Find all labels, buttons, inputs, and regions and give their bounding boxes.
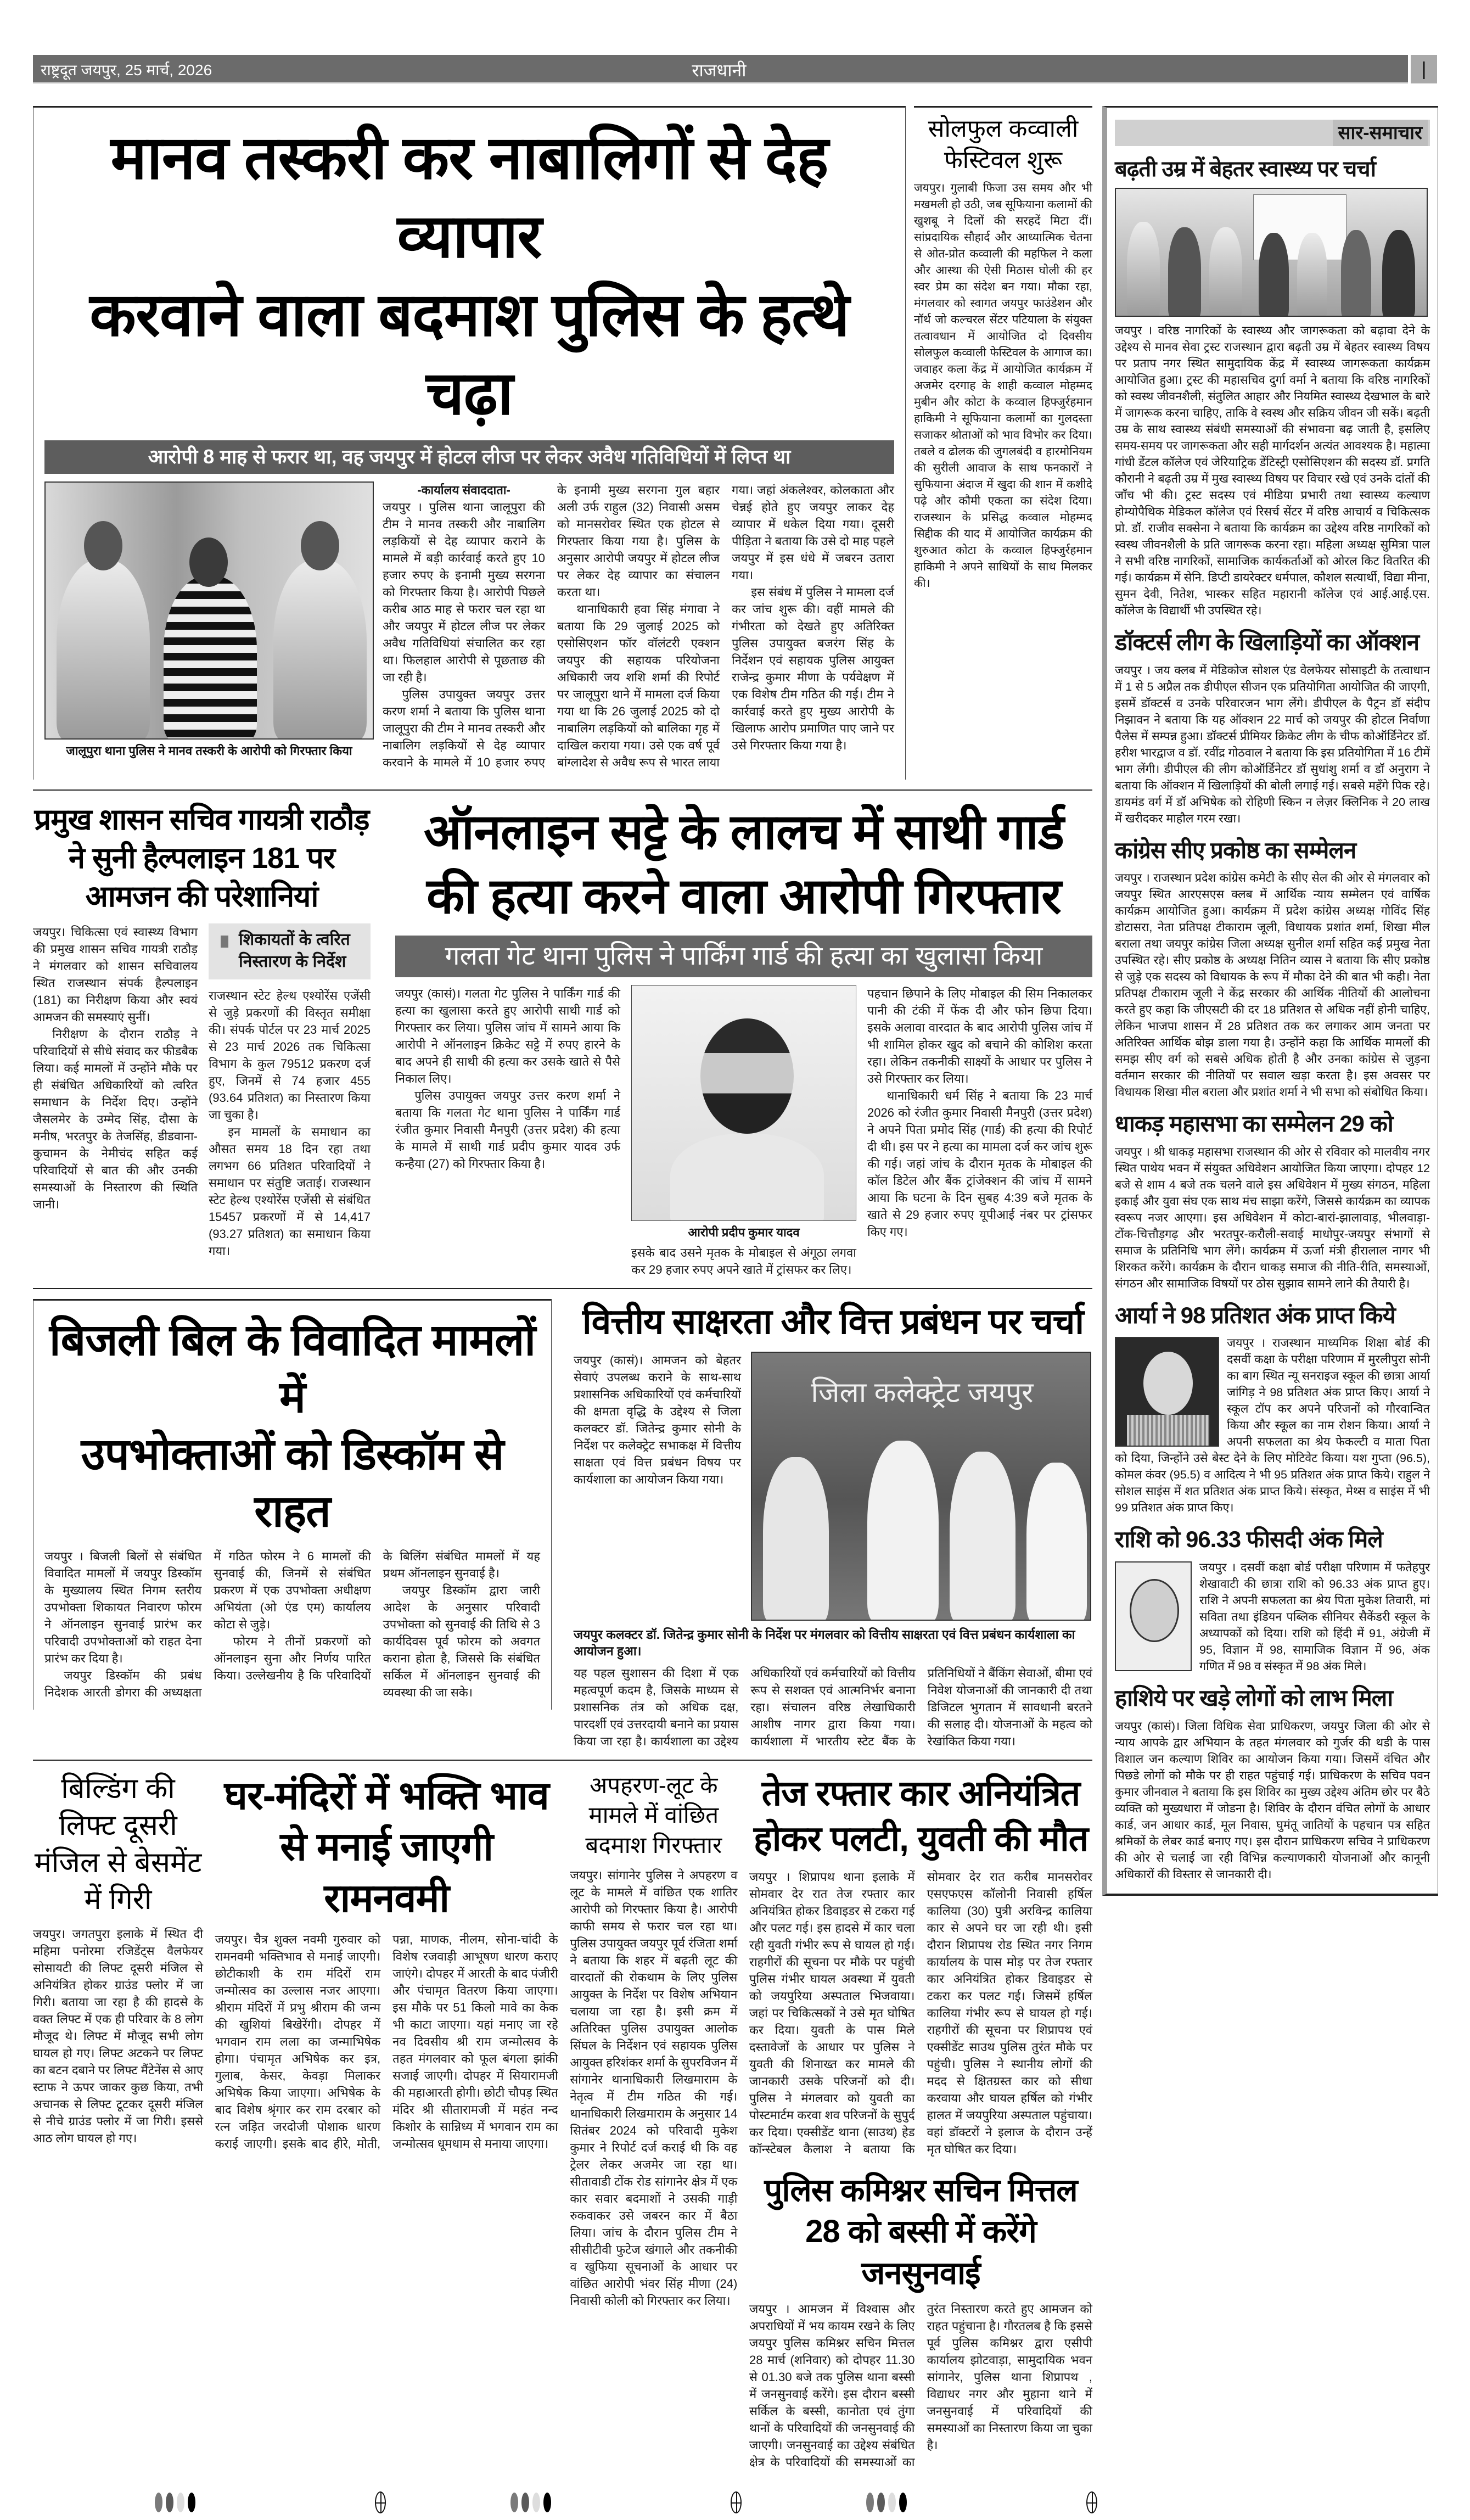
qawali-story bbox=[914, 106, 1092, 592]
paragraph: पुलिस उपायुक्त जयपुर उत्तर करण शर्मा ने बताया कि पुलिस थाना जालूपुरा की टीम ने मानव तस्करी और नाबालिग लड़कियों से देह व्यापार करवाने के मामले में 10 हजार रुपए के इनामी मुख्य सरगना गुल बहार अली उर्फ राहुल (32) निवासी असम को मानसरोवर स्थित एक होटल से गिरफ्तार किया गया है। पुलिस के अनुसार आरोपी जयपुर में होटल लीज पर लेकर देह व्यापार का संचालन करता था। bbox=[383, 483, 720, 769]
story-text: जयपुर । श्री धाकड़ महासभा राजस्थान की ओर से रविवार को मालवीय नगर स्थित पाथेय भवन में संयुक्त अधिवेशन आयोजित किया जाएगा। दोपहर 12 बजे से शाम 4 बजे तक चलने वाले इस अधिवेशन में मुख्य संगठन, महिला इकाई और युवा संघ एक साथ मंच साझा करेंगे, जिससे कार्यक्रम का व्यापक स्वरूप नजर आएगा। इस अधिवेशन में कोटा-बारां-झालावाड़, भीलवाड़ा-टोंक-चित्तौड़गढ़ और भरतपुर-करौली-सवाई माधोपुर-जयपुर संभागों से समाज के प्रतिनिधि भाग लेंगे। कार्यक्रम में ऊर्जा मंत्री हीरालाल नागर भी शिरकत करेंगे। कार्यक्रम के दौरान धाकड़ समाज की नीति-रीति, समस्याओं, संगठन और सामाजिक विषयों पर ठोस सुझाव सामने लाने की तैयारी है। bbox=[1115, 1145, 1430, 1290]
lift-body bbox=[33, 1925, 203, 2147]
color-dot-icon bbox=[888, 2493, 896, 2512]
color-dot-icon bbox=[510, 2493, 518, 2512]
gayatri-story bbox=[33, 800, 371, 1260]
kidnap-headline bbox=[570, 1771, 737, 1861]
headline-line: पुलिस कमिश्नर सचिन मित्तल bbox=[764, 2172, 1078, 2208]
section-divider bbox=[33, 789, 1092, 791]
student-photo-rashi bbox=[1115, 1561, 1192, 1671]
story-text: जयपुर । राजस्थान प्रदेश कांग्रेस कमेटी के सीए सेल की ओर से मंगलवार को जयपुर स्थित आरएसएस क्लब में आर्थिक न्याय सम्मेलन एवं वार्षिक कार्यक्रम आयोजित हुआ। कार्यक्रम में प्रदेश कांग्रेस अध्यक्ष गोविंद सिंह डोटासरा, नेता प्रतिपक्ष टीकाराम जूली, विधायक प्रशांत शर्मा, शिखा मील बराला तथा जयपुर कांग्रेस जिला अध्यक्ष सुनील शर्मा सहित कई प्रमुख नेता उपस्थित रहे। सीए प्रकोष्ठ के अध्यक्ष नितिन व्यास ने बताया कि सीए प्रकोष्ठ से जुड़े एक सदस्य को विधायक के रूप में मौका देने की बात भी कही। नेता प्रतिपक्ष टीकाराम जूली ने केंद्र सरकार की आर्थिक नीतियों की आलोचना करते हुए कहा कि जीएसटी की दर 18 प्रतिशत से अधिक नहीं होनी चाहिए, लेकिन भाजपा शासन में 28 प्रतिशत तक कर लगाकर आम जनता पर अतिरिक्त आर्थिक बोझ डाला गया है। उन्होंने कहा कि आर्थिक मामलों की समझ सीए वर्ग को सबसे अधिक होती है और उनका कांग्रेस से जुड़ना वर्तमान सरकार की नीतियों पर सवाल खड़ा करता है। इस अवसर पर विधायक शिखा मील बराला और प्रशांत शर्मा ने भी सभा को संबोधित किया। bbox=[1115, 871, 1430, 1099]
photo-backdrop-sign: जिला कलेक्ट्रेट जयपुर bbox=[811, 1376, 1034, 1409]
story-headline: डॉक्टर्स लीग के खिलाड़ियों का ऑक्शन bbox=[1115, 629, 1419, 655]
paragraph: जयपुर (कासं)। आमजन को बेहतर सेवाएं उपलब्ध कराने के साथ-साथ प्रशासनिक अधिकारियों एवं कर्मचारियों की क्षमता वृद्धि के उद्देश्य से जिला कलक्टर डॉ. जितेन्द्र कुमार सोनी के निर्देश पर कलेक्ट्रेट सभाकक्ष में वित्तीय साक्षता एवं वित्त प्रबंधन विषय पर कार्यशाला का आयोजन किया गया। bbox=[574, 1353, 741, 1486]
rashi-story-block bbox=[1115, 1559, 1430, 1675]
page-marker: | bbox=[1411, 55, 1437, 83]
story-text: जयपुर । राजस्थान माध्यमिक शिक्षा बोर्ड की दसवीं कक्षा के परीक्षा परिणाम में मुरलीपुरा सोनी का बाग स्थित न्यू सनराइज स्कूल की छात्रा आर्या जांगिड़ ने 98 प्रतिशत अंक प्राप्त किए। आर्या ने स्कूल टॉप कर अपने परिजनों को गौरवान्वित किया और स्कूल का नाम रोशन किया। आर्या ने अपनी सफलता का श्रेय फेकल्टी व माता पिता को दिया, जिन्होंने उसे बेस्ट देने के लिए मोटिवेट किया। यश गुप्ता (96.5), कोमल कंवर (95.5) व आदित्य ने भी 95 प्रतिशत अंक प्राप्त किये। राहुल ने सोशल साइंस में शत प्रतिशत अंक प्राप्त किये। संस्कृत, मेथ्स व साइंस में भी 99 प्रतिशत अंक प्राप्त किए। bbox=[1115, 1336, 1430, 1515]
crosshair-icon bbox=[375, 2491, 386, 2513]
paragraph: जयपुर डिस्कॉम द्वारा जारी आदेश के अनुसार परिवादी उपभोक्ता को सुनवाई की तिथि से 3 कार्यदिवस पूर्व फोरम को अवगत कराना होता है, जिससे कि संबंधित सर्किल में ऑनलाइन सुनवाई की व्यवस्था की जा सके। bbox=[383, 1583, 540, 1700]
headline-line: घर-मंदिरों में भक्ति भाव bbox=[224, 1773, 549, 1818]
main-headline bbox=[44, 119, 894, 433]
story-text: जयपुर । दसवीं कक्षा बोर्ड परीक्षा परिणाम में फतेहपुर शेखावाटी की छात्रा राशि को 96.33 अंक प्राप्त हुए। राशि ने अपनी सफलता का श्रेय पिता मुकेश तिवारी, मां सविता तथा इंडियन पब्लिक सीनियर सैकेंडरी स्कूल के अध्यापकों को दिया। राशि को हिंदी में 91, अंग्रेजी में 95, विज्ञान में 98, सामाजिक विज्ञान में 96, अंक गणित में 98 व संस्कृत में 98 अंक मिले। bbox=[1199, 1560, 1430, 1673]
online-columns bbox=[395, 985, 1092, 1278]
story-headline: राशि को 96.33 फीसदी अंक मिले bbox=[1115, 1526, 1383, 1553]
headline-line: अपहरण-लूट के bbox=[590, 1772, 718, 1798]
byline: -कार्यालय संवाददाता- bbox=[417, 483, 510, 497]
color-dot-icon bbox=[866, 2493, 874, 2512]
third-row bbox=[33, 1299, 1092, 1749]
page-content bbox=[33, 106, 1438, 2520]
accused-photo-caption: आरोपी प्रदीप कुमार यादव bbox=[688, 1225, 800, 1240]
print-registration-marks bbox=[33, 2487, 1092, 2520]
kidnap-body bbox=[570, 1867, 737, 2309]
lift-story bbox=[33, 1771, 203, 2147]
gayatri-col2 bbox=[209, 987, 371, 1259]
news-brief-sidebar bbox=[1102, 106, 1438, 1896]
headline-line: से मनाई जाएगी रामनवमी bbox=[280, 1825, 493, 1920]
color-dot-icon bbox=[877, 2493, 885, 2512]
section-divider bbox=[33, 1760, 1092, 1761]
headline-line: बिजली बिल के विवादित मामलों में bbox=[49, 1315, 536, 1422]
student-photo-arya bbox=[1115, 1337, 1219, 1447]
headline-line: होकर पलटी, युवती की मौत bbox=[753, 1818, 1089, 1858]
headline-line: मानव तस्करी कर नाबालिगों से देह व्यापार bbox=[110, 124, 828, 270]
headline-line: मामले में वांछित bbox=[588, 1802, 719, 1828]
headline-line: सोलफुल कव्वाली bbox=[928, 115, 1079, 142]
lift-headline: बिल्डिंग की लिफ्ट दूसरी मंजिल से बेसमेंट में गिरी bbox=[34, 1772, 202, 1916]
paragraph: राजस्थान स्टेट हेल्थ एश्योरेंस एजेंसी से जुड़े प्रकरणों की विस्तृत समीक्षा की। संपर्क पोर्टल पर 23 मार्च 2025 से 23 मार्च 2026 तक चिकित्सा विभाग के कुल 79512 प्रकरण दर्ज हुए, जिनमें से 74 हजार 455 (93.64 प्रतिशत) का निस्तारण किया जा चुका है। bbox=[209, 989, 371, 1122]
main-photo-block bbox=[44, 481, 374, 759]
story-text: जयपुर । वरिष्ठ नागरिकों के स्वास्थ्य और जागरूकता को बढ़ावा देने के उद्देश्य से मानव सेवा ट्रस्ट राजस्थान द्वारा बढ़ती उम्र में बेहतर स्वास्थ्य विषय पर प्रताप नगर स्थित सामुदायिक केंद्र में स्वास्थ्य जागरूकता कार्यक्रम आयोजित हुआ। ट्रस्ट की महासचिव दुर्गा वर्मा ने बताया कि वरिष्ठ नागरिकों को स्वस्थ जीवनशैली, संतुलित आहार और नियमित स्वास्थ्य देखभाल के बारे में जागरूक करना चाहिए, ताकि वे स्वस्थ और सक्रिय जीवन जी सकें। बढ़ती उम्र के साथ स्वास्थ्य संबंधी समस्याओं की संभावना बढ़ जाती है, इसलिए समय-समय पर जागरूकता और सही मार्गदर्शन अत्यंत आवश्यक है। महात्मा गांधी डेंटल कॉलेज एवं जेरियाट्रिक डेंटिस्ट्री एसोसिएशन की सदस्य डॉ. प्रगति कौरानी ने बढ़ती उम्र में मुख स्वास्थ्य विषय पर विचार रखे एवं उनके दांतों की जाँच भी की। ट्रस्ट सदस्य एवं मीडिया प्रभारी तथा स्वास्थ्य कल्याण होम्योपैथिक मेडिकल कॉलेज एवं रिसर्च सेंटर में वरिष्ठ आचार्य व चिकित्सक प्रो. डॉ. राजीव सक्सेना ने बताया कि कार्यक्रम का उद्देश्य वरिष्ठ नागरिकों को स्वस्थ जीवनशैली के प्रति जागरूक करना रहा। महिला अध्यक्ष सुमित्रा पाल ने सभी वरिष्ठ नागरिकों, सामाजिक कार्यकर्ताओं को ओरल किट वितरित की गई। कार्यक्रम में सेनि. डिप्टी डायरेक्टर धर्मपाल, कौशल सत्यार्थी, विद्या मीना, सुमन देवी, नितेश, भास्कर सहित महारानी कॉलेज एवं आई.आई.एस. कॉलेज के विद्यार्थी भी उपस्थित रहे। bbox=[1115, 324, 1430, 617]
bullet-square-icon bbox=[221, 936, 228, 948]
main-story-photo bbox=[44, 481, 374, 740]
ramnavami-story bbox=[215, 1771, 558, 2153]
crosshair-icon bbox=[1086, 2491, 1097, 2513]
car-accident-body bbox=[749, 1868, 1092, 2158]
story-text: जयपुर । जय क्लब में मेडिकोज सोशल एंड वेलफेयर सोसाइटी के तत्वाधान में 1 से 5 अप्रैल तक डीपीएल सीजन एक प्रतियोगिता आयोजित की जाएगी, इसमें डॉक्टर्स व उनके परिवारजन भाग लेंगे। डीपीएल के पैट्रन डॉ संदीप निझावन ने बताया कि यह ऑक्शन 22 मार्च को जयपुर की होटल निर्वाणा पैलेस में सम्पन्न हुआ। डॉक्टर्स प्रीमियर क्रिकेट लीग के चीफ कोऑर्डिनेटर डॉ. हरीश भारद्वाज व डॉ. रवींद्र गोठवाल ने बताया कि इस प्रतियोगिता में 16 टीमें भाग लेंगी। डीपीएल की लीग कोऑर्डिनेटर डॉ सुधांशु शर्मा व डॉ अनुराग ने बताया कि ऑक्शन में खिलाड़ियों की बोली लगाई गई। सबसे महँगे पिक रहे। डायमंड वर्ग में डॉ अभिषेक को रोहिणी स्किन न लेज़र क्लिनिक ने 20 लाख में खरीदकर माहौल गरम रखा। bbox=[1115, 663, 1430, 825]
gayatri-col1 bbox=[33, 923, 198, 1213]
ramnavami-headline bbox=[215, 1771, 558, 1925]
online-deck: गलता गेट थाना पुलिस ने पार्किंग गार्ड की हत्या का खुलासा किया bbox=[395, 936, 1092, 978]
crosshair-icon bbox=[731, 2491, 742, 2513]
headline-line: उपभोक्ताओं को डिस्कॉम से राहत bbox=[81, 1430, 504, 1536]
ramnavami-body bbox=[215, 1931, 558, 2152]
story-text: जयपुर (कासं)। जिला विधिक सेवा प्राधिकरण, जयपुर जिला की ओर से न्याय आपके द्वार अभियान के तहत मंगलवार को गुर्जर की थडी के पास विशाल जन कल्याण शिविर का आयोजन किया गया। जिसमें वंचित और पिछडे लोगों को मौके पर ही राहत पहुंचाई गई। प्राधिकरण के सचिव पवन कुमार जीनवाल ने बताया कि इस शिविर का मुख्य उद्देश्य अंतिम छोर पर बैठे व्यक्ति को मुख्यधारा में जोडना है। शिविर के दौरान वंचित लोगों के आधार कार्ड, जन आधार कार्ड, मूल निवास, घुमंतू जातियों के पहचान पत्र सहित श्रमिकों के लेबर कार्ड बनाए गए। इस दौरान प्राधिकरण सचिव ने प्राधिकरण की ओर से चलाई जा रही विभिन्न कल्याणकारी योजनाओं और कानूनी अधिकारों की विस्तार से जानकारी दी। bbox=[1115, 1719, 1430, 1881]
police-commissioner-headline bbox=[749, 2170, 1092, 2294]
color-dot-icon bbox=[155, 2493, 162, 2512]
online-col1 bbox=[395, 985, 620, 1172]
color-dot-icon bbox=[899, 2493, 907, 2512]
arya-story-block bbox=[1115, 1335, 1430, 1516]
main-story-content bbox=[44, 481, 894, 771]
story-headline: बढ़ती उम्र में बेहतर स्वास्थ्य पर चर्चा bbox=[1115, 157, 1376, 181]
finance-workshop-photo bbox=[751, 1352, 1091, 1621]
online-betting-headline bbox=[395, 800, 1092, 929]
paragraph: यह पहल सुशासन की दिशा में एक महत्वपूर्ण कदम है, जिसके माध्यम से प्रशासनिक तंत्र को अधिक दक्ष, पारदर्शी एवं उत्तरदायी बनाने का प्रयास किया जा रहा है। कार्यशाला का उद्देश्य अधिकारियों एवं कर्मचारियों को वित्तीय रूप से सशक्त एवं आत्मनिर्भर बनाना रहा। संचालन वरिष्ठ लेखाधिकारी आशीष नागर द्वारा किया गया। कार्यशाला में भारतीय स्टेट बैंक के प्रतिनिधियों ने बैंकिंग सेवाओं, बीमा एवं निवेश योजनाओं की जानकारी दी तथा डिजिटल भुगतान में सावधानी बरतने की सलाह दी। योजनाओं के महत्व को रेखांकित किया गया। bbox=[574, 1666, 1092, 1748]
paragraph: जयपुर । आमजन में विश्वास और अपराधियों में भय कायम रखने के लिए जयपुर पुलिस कमिश्नर सचिन मित्तल 28 मार्च (शनिवार) को दोपहर 11.30 से 01.30 बजे तक पुलिस थाना बस्सी में जनसुनवाई करेंगे। इस दौरान बस्सी सर्किल के बस्सी, कानोता एवं तुंगा थानों के परिवादियों की जनसुनवाई की जाएगी। जनसुनवाई का उद्देश्य संबंधित क्षेत्र के परिवादियों की समस्याओं का तुरंत निस्तारण करते हुए आमजन को राहत पहुंचाना है। गौरतलब है कि इससे पूर्व पुलिस कमिश्नर द्वारा एसीपी कार्यालय झोटवाड़ा, सामुदायिक भवन सांगानेर, पुलिस थाना शिप्रापथ , विद्याधर नगर और मुहाना थाने में जनसुनवाई में परिवादियों की समस्याओं का निस्तारण किया जा चुका है। bbox=[749, 2302, 1092, 2469]
paragraph: पुलिस उपायुक्त जयपुर उत्तर करण शर्मा ने बताया कि गलता गेट थाना पुलिस ने पार्किंग गार्ड रंजीत कुमार निवासी मैनपुरी (उत्तर प्रदेश) की हत्या के मामले में साथी गार्ड प्रदीप कुमार यादव उर्फ कन्हैया (27) को गिरफ्तार किया है। bbox=[395, 1089, 620, 1171]
headline-line: फेस्टिवल शुरू bbox=[944, 147, 1063, 174]
top-row bbox=[33, 106, 1092, 780]
left-area bbox=[33, 106, 1092, 2520]
sidebar-label: सार-समाचार bbox=[1333, 120, 1428, 146]
paragraph: जयपुर । शिप्रापथ थाना इलाके में सोमवार देर रात तेज रफ्तार कार अनियंत्रित होकर डिवाइडर से टकरा गई और पलट गई। इस हादसे में कार चला रही युवती गंभीर रूप से घायल हो गई। राहगीरों की सूचना पर मौके पर पहुंची पुलिस गंभीर घायल अवस्था में युवती को जयपुरिया अस्पताल भिजवाया। जहां पर चिकित्सकों ने उसे मृत घोषित कर दिया। युवती के पास मिले दस्तावेजों के आधार पर पुलिस ने युवती की शिनाख्त कर मामले की जानकारी उसके परिजनों को दी। पुलिस ने मंगलवार को युवती का पोस्टमार्टम करवा शव परिजनों के सुपुर्द कर दिया। एक्सीडेंट थाना (साउथ) हेड कॉन्स्टेबल कैलाश ने बताया कि सोमवार देर रात करीब मानसरोवर एसएफएस कॉलोनी निवासी हर्षिल कालिया (30) पुत्री अरविन्द्र कालिया कार से अपने घर जा रही थी। इसी दौरान शिप्रापथ रोड स्थित नगर निगम कार्यालय के पास मोड़ पर तेज रफ्तार कार अनियंत्रित होकर डिवाइडर से टकरा कर पलट गई। जिसमें हर्षिल कालिया गंभीर रूप से घायल हो गई। राहगीरों की सूचना पर शिप्रापथ एवं एक्सीडेंट साउथ पुलिस तुरंत मौके पर पहुंची। पुलिस ने स्थानीय लोगों की मदद से क्षितग्रस्त कार को सीधा करवाया और घायल हर्षिल को गंभीर हालत में जयपुरिया अस्पताल पहुंचाया। वहां डॉक्टरों ने इलाज के दौरान उन्हें मृत घोषित कर दिया। bbox=[749, 1869, 1092, 2156]
bottom-row bbox=[33, 1771, 1092, 2471]
story-headline: कांग्रेस सीए प्रकोष्ठ का सम्मेलन bbox=[1115, 837, 1356, 863]
gayatri-columns bbox=[33, 923, 371, 1259]
gayatri-col2-block bbox=[209, 923, 371, 1259]
accused-photo bbox=[631, 985, 856, 1221]
finance-col1 bbox=[574, 1352, 741, 1488]
health-event-photo bbox=[1115, 188, 1428, 317]
headline-line: की हत्या करने वाला आरोपी गिरफ्तार bbox=[427, 869, 1061, 924]
dateline: राष्ट्रदूत जयपुर, 25 मार्च, 2026 bbox=[41, 61, 212, 79]
police-commissioner-body bbox=[749, 2300, 1092, 2471]
paragraph: जयपुर । पुलिस थाना जालूपुरा की टीम ने मानव तस्करी और नाबालिग लड़कियों से देह व्यापार कराने के मामले में बड़ी कार्रवाई करते हुए 10 हजार रुपए के इनामी मुख्य सरगना को गिरफ्तार किया है। आरोपी पिछले करीब आठ माह से फरार चल रहा था और जयपुर में होटल लीज पर लेकर अवैध गतिविधियां संचालित कर रहा था। फिलहाल आरोपी से पूछताछ की जा रही है। bbox=[383, 500, 545, 684]
paragraph: इस संबंध में पुलिस ने मामला दर्ज कर जांच शुरू की। वहीं मामले की गंभीरता को देखते हुए अतिरिक्त पुलिस उपायुक्त बजरंग सिंह के निर्देशन एवं सहायक पुलिस आयुक्त राजेन्द्र कुमार मीणा के पर्यवेक्षण में एक विशेष टीम गठित की गई। टीम ने कार्रवाई करते हुए मुख्य आरोपी के खिलाफ आरोप प्रमाणित पाए जाने पर उसे गिरफ्तार किया गया है। bbox=[732, 585, 894, 752]
paragraph: इसके बाद उसने मृतक के मोबाइल से अंगूठा लगवा कर 29 हजार रुपए अपने खाते में ट्रांसफर कर लिए। bbox=[631, 1246, 856, 1277]
main-story bbox=[33, 106, 906, 780]
finance-columns bbox=[574, 1352, 1092, 1621]
car-accident-headline bbox=[749, 1771, 1092, 1862]
story-headline: आर्या ने 98 प्रतिशत अंक प्राप्त किये bbox=[1115, 1302, 1395, 1328]
paragraph: पहचान छिपाने के लिए मोबाइल की सिम निकालकर पानी की टंकी में फेंक दी और फोन छिपा दिया। इसके अलावा वारदात के बाद आरोपी पुलिस जांच में भी शामिल होकर खुद को बचाने की कोशिश करता रहा। लेकिन तकनीकी साक्ष्यों के आधार पर पुलिस ने उसे गिरफ्तार कर लिया। bbox=[867, 987, 1092, 1086]
paragraph: जयपुर । बिजली बिलों से संबंधित विवादित मामलों में जयपुर डिस्कॉम के मुख्यालय स्थित निगम स्तरीय उपभोक्ता शिकायत निवारण फोरम ने ऑनलाइन सुनवाई प्रारंभ कर परिवादी उपभोक्ताओं को राहत देना प्रारंभ कर दिया है। bbox=[44, 1549, 202, 1666]
color-dot-icon bbox=[177, 2493, 184, 2512]
highlight-text: शिकायतों के त्वरित निस्तारण के निर्देश bbox=[239, 931, 350, 971]
finance-headline: वित्तीय साक्षरता और वित्त प्रबंधन पर चर्चा bbox=[582, 1302, 1084, 1342]
color-dot-icon bbox=[166, 2493, 173, 2512]
headline-line: बदमाश गिरफ्तार bbox=[585, 1832, 722, 1858]
color-dot-icon bbox=[543, 2493, 551, 2512]
paragraph: जयपुर (कासं)। गलता गेट पुलिस ने पार्किंग गार्ड की हत्या का खुलासा करते हुए आरोपी साथी गार्ड को गिरफ्तार कर लिया। पुलिस जांच में सामने आया कि आरोपी ने ऑनलाइन क्रिकेट सट्टे में रुपए हारने के बाद अपने ही साथी की हत्या कर उसके खाते से पैसे निकाल लिए। bbox=[395, 987, 620, 1086]
paragraph: जयपुर। जगतपुरा इलाके में स्थित दी महिमा पनोरमा रजिडेंट्स वैलफेयर सोसायटी की लिफ्ट दूसरी मंजिल से अनियंत्रित होकर ग्राउंड फ्लोर में जा गिरी। बताया जा रहा है की हादसे के वक्त लिफ्ट में एक ही परिवार के 8 लोग मौजूद थे। लिफ्ट में मौजूद सभी लोग घायल हो गए। लिफ्ट अटकने पर लिफ्ट का बटन दबाने पर लिफ्ट मैंटेनेंस से आए स्टाफ ने ऊपर जाकर कुछ किया, तभी अचानक से लिफ्ट टूटकर दूसरी मंजिल से नीचे ग्राउंड फ्लोर में जा गिरी। इससे आठ लोग घायल हो गए। bbox=[33, 1927, 203, 2145]
main-deck: आरोपी 8 माह से फरार था, वह जयपुर में होटल लीज पर लेकर अवैध गतिविधियों में लिप्त था bbox=[44, 440, 894, 474]
paragraph: जयपुर। चिकित्सा एवं स्वास्थ्य विभाग की प्रमुख शासन सचिव गायत्री राठौड़ ने मंगलवार को शासन सचिवालय स्थित राजस्थान संपर्क हैल्पलाइन (181) का निरीक्षण किया और स्वयं आमजन की समस्याएं सुनीं। bbox=[33, 925, 198, 1024]
story-headline: धाकड़ महासभा का सम्मेलन 29 को bbox=[1115, 1111, 1393, 1137]
online-betting-story bbox=[395, 800, 1092, 1279]
color-dot-icon bbox=[521, 2493, 529, 2512]
online-photo-block bbox=[631, 985, 856, 1278]
paragraph: जयपुर। सांगानेर पुलिस ने अपहरण व लूट के मामले में वांछित एक शातिर आरोपी को गिरफ्तार किया है। आरोपी काफी समय से फरार चल रहा था। पुलिस उपायुक्त जयपुर पूर्व रंजिता शर्मा ने बताया कि शहर में बढ़ती लूट की वारदातों की रोकथाम के लिए पुलिस आयुक्त के निर्देश पर विशेष अभियान चलाया जा रहा है। इसी क्रम में अतिरिक्त पुलिस उपायुक्त आलोक सिंघल के निर्देशन एवं सहायक पुलिस आयुक्त हरिशंकर शर्मा के सुपरविजन में सांगानेर थानाधिकारी लिखमाराम के नेतृत्व में टीम गठित की गई। थानाधिकारी लिखमाराम के अनुसार 14 सितंबर 2024 को परिवादी मुकेश कुमार ने रिपोर्ट दर्ज कराई थी कि वह ट्रेलर लेकर अजमेर जा रहा था। सीतावाडी टोंक रोड सांगानेर क्षेत्र में एक कार सवार बदमाशों ने उसकी गाड़ी रुकवाकर उसे जबरन कार में बैठा लिया। जांच के दौरान पुलिस टीम ने सीसीटीवी फुटेज खंगाले और तकनीकी व खुफिया सूचनाओं के आधार पर वांछित आरोपी भंवर सिंह मीणा (24) निवासी कोली को गिरफ्तार कर लिया। bbox=[570, 1868, 738, 2308]
story-headline: हाशिये पर खड़े लोगों को लाभ मिला bbox=[1115, 1684, 1393, 1711]
gayatri-highlight-box bbox=[209, 923, 371, 979]
section-name: राजधानी bbox=[692, 60, 747, 80]
section-divider bbox=[33, 1288, 1092, 1289]
finance-photo-caption: जयपुर कलक्टर डॉ. जितेन्द्र कुमार सोनी के निर्देश पर मंगलवार को वित्तीय साक्षरता एवं वित्त प्रबंधन कार्यशाला का आयोजन हुआ। bbox=[574, 1627, 1075, 1658]
paragraph: फोरम ने तीनों प्रकरणों को ऑनलाइन सुना और निर्णय पारित किया। उल्लेखनीय है कि परिवादियों के बिलिंग संबंधित मामलों में यह प्रथम ऑनलाइन सुनवाई है। bbox=[214, 1549, 540, 1683]
paragraph: जयपुर। गुलाबी फिजा उस समय और भी मखमली हो उठी, जब सूफियाना कलामों की खुशबू ने दिलों की सरहदें मिटा दीं। सांप्रदायिक सौहार्द और आध्यात्मिक चेतना से ओत-प्रोत कव्वाली की महफिल ने कला और आस्था की ऐसी मिठास घोली की हर स्वर प्रेम का संदेश बन गया। मौका रहा, मंगलवार को स्वागत जयपुर फाउंडेशन और नॉर्थ जो कल्चरल सेंटर पटियाला के संयुक्त तत्वावधान में आयोजित दो दिवसीय सोलफुल कव्वाली फेस्टिवल के आगाज का। जवाहर कला केंद्र में आयोजित कार्यक्रम में अजमेर दरगाह के शाही कव्वाल मोहम्मद मुबीन और कोटा के कव्वाल हिफ्जुर्रहमान हाकिमी ने सूफियाना कलामों का गुलदस्ता सजाकर श्रोताओं को भाव विभोर कर दिया। तबले व ढोलक की जुगलबंदी व हारमोनियम की सुरीली आवाज के साथ फनकारों ने सुफियाना अंदाज में खुदा की शान में कशीदे पढ़े और कौमी एकता का संदेश दिया। राजस्थान के प्रसिद्ध कव्वाल मोहम्मद सिद्दीक की याद में आयोजित कार्यक्रम की शुरुआत कोटा के कव्वाल हिफ्जुर्रहमान हाकिमी ने अपने साथियों के साथ मिलकर की। bbox=[914, 182, 1092, 590]
second-row bbox=[33, 800, 1092, 1279]
headline-line: तेज रफ्तार कार अनियंत्रित bbox=[761, 1773, 1080, 1813]
page-header-bar bbox=[33, 55, 1408, 83]
kidnap-story bbox=[570, 1771, 737, 2310]
qawali-body bbox=[914, 180, 1092, 592]
headline-line: 28 को बस्सी में करेंगे जनसुनवाई bbox=[805, 2214, 1036, 2291]
paragraph: थानाधिकारी धर्म सिंह ने बताया कि 23 मार्च 2026 को रंजीत कुमार निवासी मैनपुरी (उत्तर प्रदेश) ने अपने पिता प्रमोद सिंह (गार्ड) की हत्या की रिपोर्ट दी थी। इस पर ने हत्या का मामला दर्ज कर जांच शुरू की गई। जहां जांच के दौरान मृतक के मोबाइल की कॉल डिटेल और बैंक ट्रांजेक्शन की जांच में सामने आया कि घटना के दिन सुबह 4:39 बजे मृतक के खाते से 29 हजार रुपए यूपीआई नंबर पर ट्रांसफर किए गए। bbox=[867, 1089, 1092, 1239]
gayatri-headline: प्रमुख शासन सचिव गायत्री राठौड़ ने सुनी हैल्पलाइन 181 पर आमजन की परेशानियां bbox=[34, 803, 369, 913]
paragraph: जयपुर डिस्कॉम की प्रबंध निदेशक आरती डोगरा की अध्यक्षता में गठित फोरम ने 6 मामलों की सुनवाई की, जिनमें से संबंधित प्रकरण में एक उपभोक्ता अधीक्षण अभियंता (ओ एंड एम) कार्यालय कोटा से जुड़े। bbox=[44, 1549, 371, 1700]
main-photo-caption: जालूपुरा थाना पुलिस ने मानव तस्करी के आरोपी को गिरफ्तार किया bbox=[66, 743, 352, 758]
online-under-photo bbox=[631, 1244, 856, 1278]
color-dot-icon bbox=[532, 2493, 540, 2512]
finance-story bbox=[574, 1299, 1092, 1749]
online-col3 bbox=[867, 985, 1092, 1240]
paragraph: इन मामलों के समाधान का औसत समय 18 दिन रहा तथा लगभग 66 प्रतिशत परिवादियों ने समाधान पर संतुष्टि जताई। राजस्थान स्टेट हेल्थ एश्योरेंस एजेंसी से संबंधित 15457 प्रकरणों में से 14,417 (93.27 प्रतिशत) का समाधान किया गया। bbox=[209, 1125, 371, 1258]
electricity-headline bbox=[44, 1312, 540, 1540]
color-dot-icon bbox=[188, 2493, 195, 2512]
headline-line: ऑनलाइन सट्टे के लालच में साथी गार्ड bbox=[424, 804, 1064, 860]
finance-body bbox=[574, 1665, 1092, 1750]
electricity-story bbox=[33, 1299, 552, 1710]
paragraph: जयपुर। चैत्र शुक्ल नवमी गुरुवार को रामनवमी भक्तिभाव से मनाई जाएगी। छोटीकाशी के राम मंदिरों राम जन्मोत्सव का उल्लास नजर आएगा। श्रीराम मंदिरों में प्रभु श्रीराम की जन्म की खुशियां बिखेरेंगी। दोपहर में भगवान राम लला का जन्माभिषेक होगा। पंचामृत अभिषेक कर इत्र, गुलाब, केसर, केवड़ा मिलाकर अभिषेक किया जाएगा। अभिषेक के बाद विशेष श्रृंगार कर राम दरबार को रत्न जड़ित जरदोजी पोशाक धारण कराई जाएगी। इसके बाद हीरे, मोती, पन्ना, माणक, नीलम, सोना-चांदी के विशेष रजवाड़ी आभूषण धारण कराए जाएंगे। दोपहर में आरती के बाद पंजीरी और पंचामृत वितरण किया जाएगा। इस मौके पर 51 किलो मावे का केक भी काटा जाएगा। यहां मनाए जा रहे नव दिवसीय श्री राम जन्मोत्सव के तहत मंगलवार को फूल बंगला झांकी सजाई जाएगी। दोपहर में सियारामजी की महाआरती होगी। छोटी चौपड़ स्थित मंदिर श्री सीतारामजी में महंत नन्द किशोर के सान्निध्य में भगवान राम का जन्मोत्सव धूमधाम से मनाया जाएगा। bbox=[215, 1933, 558, 2151]
main-story-body bbox=[383, 481, 894, 771]
paragraph: निरीक्षण के दौरान राठौड़ ने परिवादियों से सीधे संवाद कर फीडबैक लिया। कई मामलों में उन्होंने मौके पर ही संबंधित अधिकारियों को त्वरित समाधान के निर्देश दिए। उन्होंने जैसलमेर के उम्मेद सिंह, दौसा के मनीष, भरतपुर के तेजसिंह, डीडवाना-कुचामन के नेमीचंद सहित कई परिवादियों से बात की और उनकी समस्याओं के निस्तारण की स्थिति जानी। bbox=[33, 1027, 198, 1212]
headline-line: करवाने वाला बदमाश पुलिस के हत्थे चढ़ा bbox=[89, 281, 849, 427]
electricity-body bbox=[44, 1548, 540, 1701]
sidebar-label-bar bbox=[1115, 120, 1430, 146]
paragraph: थानाधिकारी हवा सिंह मंगावा ने बताया कि 29 जुलाई 2025 को एसोसिएशन फॉर वॉलंटरी एक्शन जयपुर की सहायक परियोजना अधिकारी जय शशि शर्मा की रिपोर्ट पर जालूपुरा थाने में मामला दर्ज किया गया था कि 26 जुलाई 2025 को दो नाबालिग लड़कियों को बालिका गृह में दाखिल कराया गया। उसे एक वर्ष पूर्व बांग्लादेश से अवैध रूप से भारत लाया गया। जहां अंकलेश्वर, कोलकाता और चेन्नई होते हुए जयपुर लाकर देह व्यापार में धकेल दिया गया। दूसरी पीड़िता ने बताया कि उसे दो माह पहले जयपुर में इस धंधे में जबरन उतारा गया। bbox=[557, 483, 894, 769]
qawali-headline bbox=[914, 113, 1092, 176]
right-bottom-column bbox=[749, 1771, 1092, 2471]
